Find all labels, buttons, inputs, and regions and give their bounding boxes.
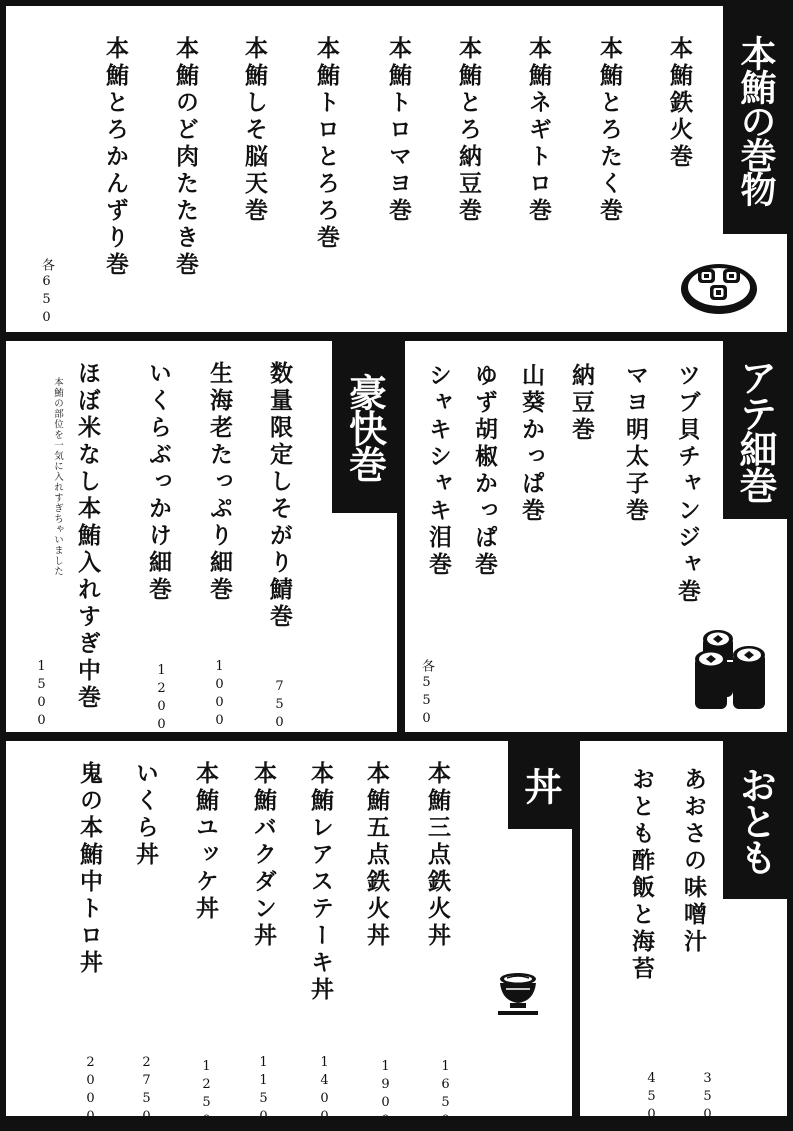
don-price: 2750 <box>139 1055 154 1127</box>
gokai-title: 豪快巻 <box>332 341 397 513</box>
don-item: 本鮪レアステーキ丼 <box>307 761 334 1004</box>
don-price: 1650 <box>438 1059 453 1131</box>
don-title: 丼 <box>508 741 572 829</box>
gokai-panel <box>6 341 397 735</box>
don-price: 1900 <box>378 1059 393 1131</box>
makimono-item: 本鮪トロマヨ巻 <box>385 36 412 225</box>
gokai-item: いくらぶっかけ細巻 <box>145 361 172 604</box>
don-item: 本鮪五点鉄火丼 <box>363 761 390 950</box>
makimono-panel <box>6 6 787 332</box>
otomo-item: おとも酢飯と海苔 <box>628 767 655 983</box>
otomo-panel <box>580 741 787 1125</box>
gokai-item: 数量限定しそがり鯖巻 <box>266 361 293 631</box>
don-item: 本鮪バクダン丼 <box>250 761 277 950</box>
rice-bowl-icon <box>496 971 540 1019</box>
makimono-item: 本鮪ネギトロ巻 <box>525 36 552 225</box>
makimono-item: 本鮪のど肉たたき巻 <box>172 36 199 279</box>
makimono-item: 本鮪とろ納豆巻 <box>455 36 482 225</box>
gokai-price: 1200 <box>154 663 169 735</box>
otomo-price: 350 <box>700 1071 715 1125</box>
otomo-title: おとも <box>723 741 787 899</box>
ate-item: 納豆巻 <box>568 363 595 444</box>
don-item: 本鮪三点鉄火丼 <box>424 761 451 950</box>
don-panel <box>6 741 572 1131</box>
don-price: 1150 <box>256 1055 271 1127</box>
gokai-price: 1000 <box>212 659 227 731</box>
ate-item: ゆず胡椒かっぱ巻 <box>471 363 498 579</box>
ate-title: アテ細巻 <box>723 341 787 519</box>
ate-item: 山葵かっぱ巻 <box>518 363 545 525</box>
gokai-note: 本鮪の部位を一気に入れすぎちゃいました <box>52 377 63 577</box>
gokai-item: 生海老たっぷり細巻 <box>206 361 233 604</box>
ate-item: シャキシャキ泪巻 <box>425 363 452 579</box>
ate-item: ツブ貝チャンジャ巻 <box>674 363 701 606</box>
don-price: 1250 <box>199 1059 214 1131</box>
ate-price: 各550 <box>419 659 434 729</box>
roll-stack-icon <box>693 629 769 713</box>
makimono-item: 本鮪とろかんずり巻 <box>102 36 129 279</box>
otomo-price: 450 <box>644 1071 659 1125</box>
gokai-item: ほぼ米なし本鮪入れすぎ中巻 <box>74 361 101 712</box>
don-price: 1400 <box>317 1055 332 1127</box>
makimono-price: 各650 <box>39 258 54 328</box>
otomo-item: あおさの味噌汁 <box>680 767 707 956</box>
don-item: 本鮪ユッケ丼 <box>192 761 219 923</box>
gokai-price: 1500 <box>34 659 49 731</box>
makimono-item: 本鮪鉄火巻 <box>666 36 693 171</box>
makimono-item: 本鮪トロとろろ巻 <box>313 36 340 252</box>
gokai-price: 750 <box>272 679 287 733</box>
ate-panel <box>405 341 787 732</box>
makimono-title: 本鮪の巻物 <box>723 6 787 234</box>
ate-item: マヨ明太子巻 <box>622 363 649 525</box>
don-item: 鬼の本鮪中トロ丼 <box>76 761 103 977</box>
makimono-item: 本鮪しそ脳天巻 <box>241 36 268 225</box>
don-item: いくら丼 <box>132 761 159 869</box>
maki-roll-icon <box>678 256 760 316</box>
makimono-item: 本鮪とろたく巻 <box>596 36 623 225</box>
don-price: 2000 <box>83 1055 98 1127</box>
